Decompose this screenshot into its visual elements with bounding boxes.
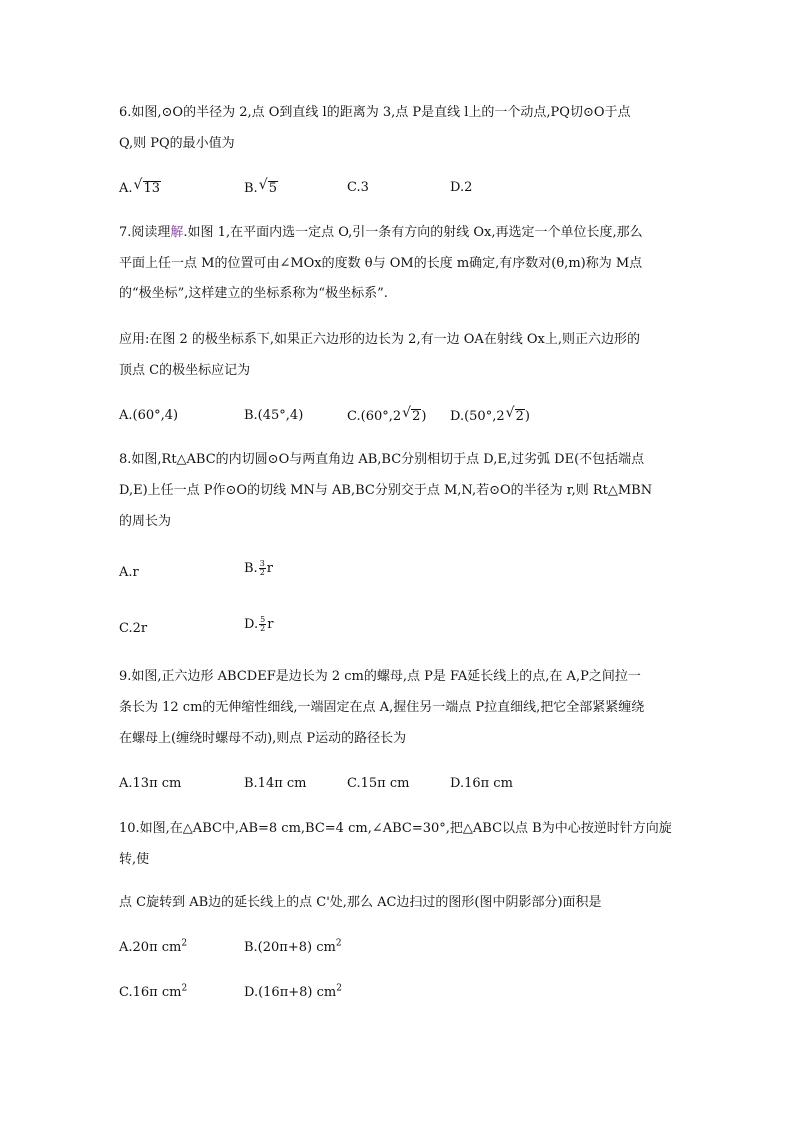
q7-option-c-radicand: 2 — [412, 409, 421, 424]
q8-option-d-prefix: D. — [244, 617, 259, 632]
q8-stem-line-1: 8.如图,Rt△ABC的内切圆⊙O与两直角边 AB,BC分别相切于点 D,E,过劣弧 DE(不包括端点 — [119, 452, 645, 467]
q8-option-d — [244, 616, 273, 633]
q9-option-b: B.14π cm — [244, 776, 307, 791]
q10-option-d-text: D.(16π+8) cm — [244, 985, 337, 1000]
q6-option-a-radicand: 13 — [143, 181, 161, 196]
q7-option-d-suffix: ) — [524, 409, 530, 424]
q6-option-a-prefix: A. — [119, 181, 133, 196]
q6-stem-line-1: 6.如图,⊙O的半径为 2,点 O到直线 l的距离为 3,点 P是直线 l上的一个动点,PQ切⊙O于点 — [119, 105, 631, 120]
q6-stem-line-2: Q,则 PQ的最小值为 — [119, 136, 235, 151]
q9-stem-line-1: 9.如图,正六边形 ABCDEF是边长为 2 cm的螺母,点 P是 FA延长线上的点,在 A,P之间拉一 — [119, 669, 641, 684]
q10-option-c-exponent: 2 — [181, 983, 188, 994]
q9-stem-line-2: 条长为 12 cm的无伸缩性细线,一端固定在点 A,握住另一端点 P拉直细线,把它全部紧紧缠绕 — [119, 700, 645, 715]
q10-option-a — [119, 938, 188, 955]
q9-stem-line-3: 在螺母上(缠绕时螺母不动),则点 P运动的路径长为 — [119, 731, 407, 746]
q10-stem-line-2: 转,使 — [119, 852, 150, 867]
q10-option-b-text: B.(20π+8) cm — [244, 940, 336, 955]
sqrt-symbol: √ 2 — [505, 405, 524, 424]
q7-option-b: B.(45°,4) — [244, 408, 304, 423]
q8-option-b-prefix: B. — [244, 561, 258, 576]
q7-stem-line-3: 的“极坐标”,这样建立的坐标系称为“极坐标系”. — [119, 286, 388, 301]
sqrt-symbol: √ 13 — [133, 177, 161, 196]
q10-stem-line-1: 10.如图,在△ABC中,AB=8 cm,BC=4 cm,∠ABC=30°,把△ABC以点 B为中心按逆时针方向旋 — [119, 821, 672, 836]
q8-stem-line-3: 的周长为 — [119, 514, 172, 529]
q8-option-d-numerator: 5 — [260, 615, 266, 624]
q6-option-d: D.2 — [450, 180, 473, 195]
q8-option-a: A.r — [119, 565, 139, 580]
q8-option-b-variable: r — [266, 561, 273, 576]
q8-option-b — [244, 560, 273, 577]
q7-option-d — [450, 405, 530, 424]
q7-option-d-prefix: D.(50°,2 — [450, 409, 505, 424]
q10-option-a-exponent: 2 — [181, 938, 188, 949]
q7-option-a: A.(60°,4) — [119, 408, 179, 423]
q6-option-b-prefix: B. — [244, 181, 258, 196]
sqrt-symbol: √ 2 — [402, 405, 421, 424]
q8-option-b-numerator: 3 — [259, 559, 265, 568]
q10-stem-line-3: 点 C旋转到 AB边的延长线上的点 C'处,那么 AC边扫过的图形(图中阴影部分)面积是 — [119, 895, 602, 910]
q6-option-b-radicand: 5 — [268, 181, 277, 196]
q10-option-c — [119, 983, 188, 1000]
q7-option-c — [347, 405, 427, 424]
q6-option-c: C.3 — [347, 180, 369, 195]
q7-application-line-2: 顶点 C的极坐标应记为 — [119, 363, 251, 378]
sqrt-symbol: √ 5 — [258, 177, 277, 196]
q8-option-b-denominator: 2 — [259, 568, 265, 577]
fraction — [259, 616, 266, 633]
q7-stem-line-2: 平面上任一点 M的位置可由∠MOx的度数 θ与 OM的长度 m确定,有序数对(θ,m)称为 M点 — [119, 256, 643, 271]
q8-option-d-variable: r — [267, 617, 274, 632]
q7-application-line-1: 应用:在图 2 的极坐标系下,如果正六边形的边长为 2,有一边 OA在射线 Ox上,则正六边形的 — [119, 332, 641, 347]
q9-option-a: A.13π cm — [119, 776, 182, 791]
q9-option-d: D.16π cm — [450, 776, 513, 791]
q10-option-a-text: A.20π cm — [119, 940, 182, 955]
q10-option-d — [244, 983, 342, 1000]
q8-stem-line-2: D,E)上任一点 P作⊙O的切线 MN与 AB,BC分别交于点 M,N,若⊙O的半径为 r,则 Rt△MBN — [119, 483, 653, 498]
q6-option-b — [244, 177, 278, 196]
q7-option-c-prefix: C.(60°,2 — [347, 409, 402, 424]
q10-option-b-exponent: 2 — [335, 938, 342, 949]
q8-option-d-denominator: 2 — [260, 624, 266, 633]
fraction — [259, 560, 266, 577]
q7-option-c-suffix: ) — [421, 409, 427, 424]
q10-option-c-text: C.16π cm — [119, 985, 182, 1000]
q7-stem-line-1 — [119, 226, 643, 239]
q7-option-d-radicand: 2 — [515, 409, 524, 424]
q8-option-c: C.2r — [119, 621, 148, 636]
q7-highlighted-char: 解 — [170, 225, 184, 240]
q9-option-c: C.15π cm — [347, 776, 410, 791]
q7-stem-line-1-start: 7.阅读理 — [119, 225, 171, 240]
q10-option-b — [244, 938, 342, 955]
q7-stem-line-1-end: .如图 1,在平面内选一定点 O,引一条有方向的射线 Ox,再选定一个单位长度,那么 — [183, 225, 643, 240]
q6-option-a — [119, 177, 161, 196]
q10-option-d-exponent: 2 — [336, 983, 342, 994]
